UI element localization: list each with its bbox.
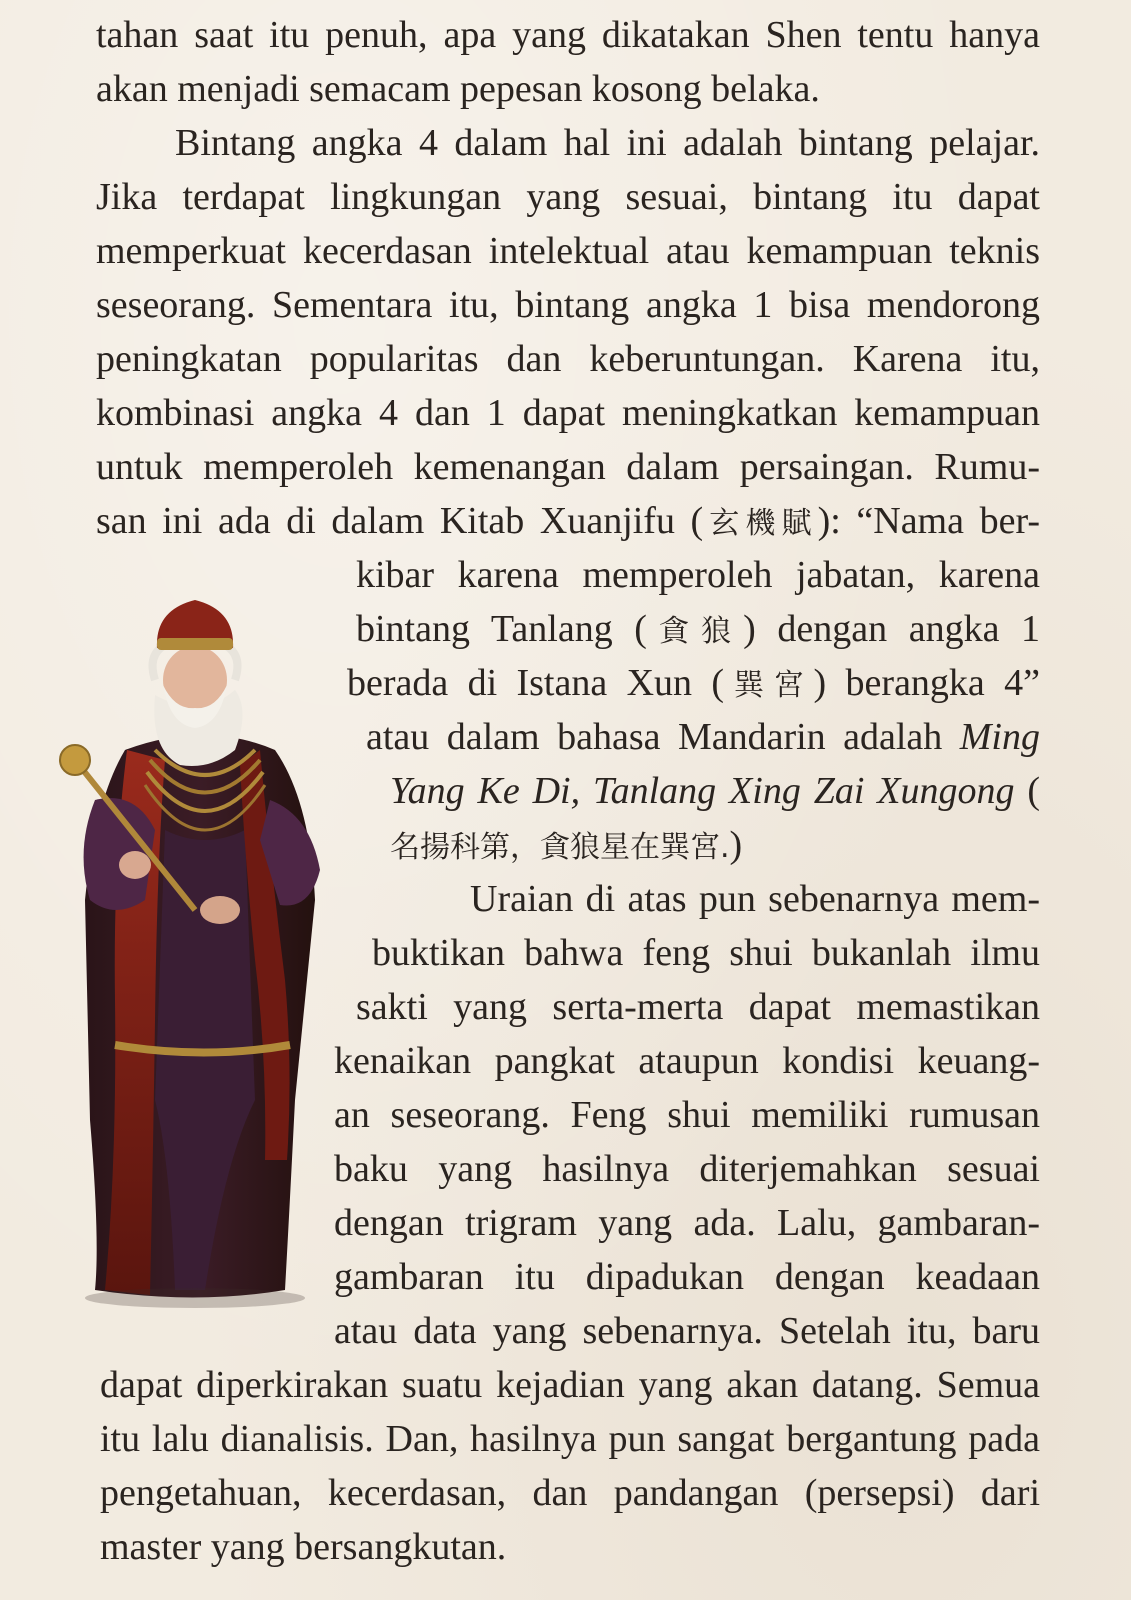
king-illustration	[55, 600, 350, 1330]
text-line: master yang bersangkutan.	[100, 1526, 507, 1568]
text-line: bintang Tanlang (貪狼) dengan angka 1	[356, 608, 1041, 650]
text-line: dengan trigram yang ada. Lalu, gambaran-	[334, 1202, 1040, 1244]
text-line: tahan saat itu penuh, apa yang dikatakan Shen tentu hanya	[96, 14, 1040, 56]
text-line: Jika terdapat lingkungan yang sesuai, bintang itu dapat	[96, 176, 1040, 218]
chinese-text: 貪狼	[646, 614, 744, 649]
text-line: untuk memperoleh kemenangan dalam persaingan. Rumu-	[96, 446, 1040, 488]
text-line: kenaikan pangkat ataupun kondisi keuang-	[334, 1040, 1040, 1082]
text-line: akan menjadi semacam pepesan kosong belaka.	[96, 68, 820, 110]
text-line: san ini ada di dalam Kitab Xuanjifu (玄機賦): “Nama ber-	[96, 500, 1040, 542]
text-line: kibar karena memperoleh jabatan, karena	[356, 554, 1040, 596]
text-line: kombinasi angka 4 dan 1 dapat meningkatkan kemampuan	[96, 392, 1040, 434]
text-line: Yang Ke Di, Tanlang Xing Zai Xungong (	[390, 770, 1041, 812]
text-line: gambaran itu dipadukan dengan keadaan	[334, 1256, 1040, 1298]
text-line: atau dalam bahasa Mandarin adalah Ming	[366, 716, 1040, 758]
text-line: baku yang hasilnya diterjemahkan sesuai	[334, 1148, 1040, 1190]
text-line: sakti yang serta-merta dapat memastikan	[356, 986, 1040, 1028]
text-line: pengetahuan, kecerdasan, dan pandangan (persepsi) dari	[100, 1472, 1040, 1514]
hand	[119, 851, 151, 879]
text-line: an seseorang. Feng shui memiliki rumusan	[334, 1094, 1040, 1136]
text-line: dapat diperkirakan suatu kejadian yang akan datang. Semua	[100, 1364, 1040, 1406]
italic-text: Yang Ke Di, Tanlang Xing Zai Xungong	[390, 770, 1015, 812]
text-line: buktikan bahwa feng shui bukanlah ilmu	[372, 932, 1040, 974]
text-line: 名揚科第，貪狼星在巽宮.)	[390, 824, 743, 866]
shadow	[85, 1288, 305, 1308]
crown-band	[157, 638, 233, 650]
text-line: Bintang angka 4 dalam hal ini adalah bintang pelajar.	[175, 122, 1040, 164]
text-line: seseorang. Sementara itu, bintang angka 1 bisa mendorong	[96, 284, 1040, 326]
chinese-text: 玄機賦	[703, 506, 818, 541]
text-line: itu lalu dianalisis. Dan, hasilnya pun sangat bergantung pada	[100, 1418, 1040, 1460]
chinese-text: 巽宮	[724, 668, 814, 703]
scepter-orb	[60, 745, 90, 775]
text-line: atau data yang sebenarnya. Setelah itu, baru	[334, 1310, 1040, 1352]
hand	[200, 896, 240, 924]
chinese-text: 名揚科第，貪狼星在巽宮.	[390, 830, 730, 865]
text-line: memperkuat kecerdasan intelektual atau kemampuan teknis	[96, 230, 1040, 272]
text-line: berada di Istana Xun (巽宮) berangka 4”	[347, 662, 1041, 704]
text-line: Uraian di atas pun sebenarnya mem-	[470, 878, 1040, 920]
italic-text: Ming	[959, 716, 1040, 758]
text-line: peningkatan popularitas dan keberuntungan. Karena itu,	[96, 338, 1040, 380]
